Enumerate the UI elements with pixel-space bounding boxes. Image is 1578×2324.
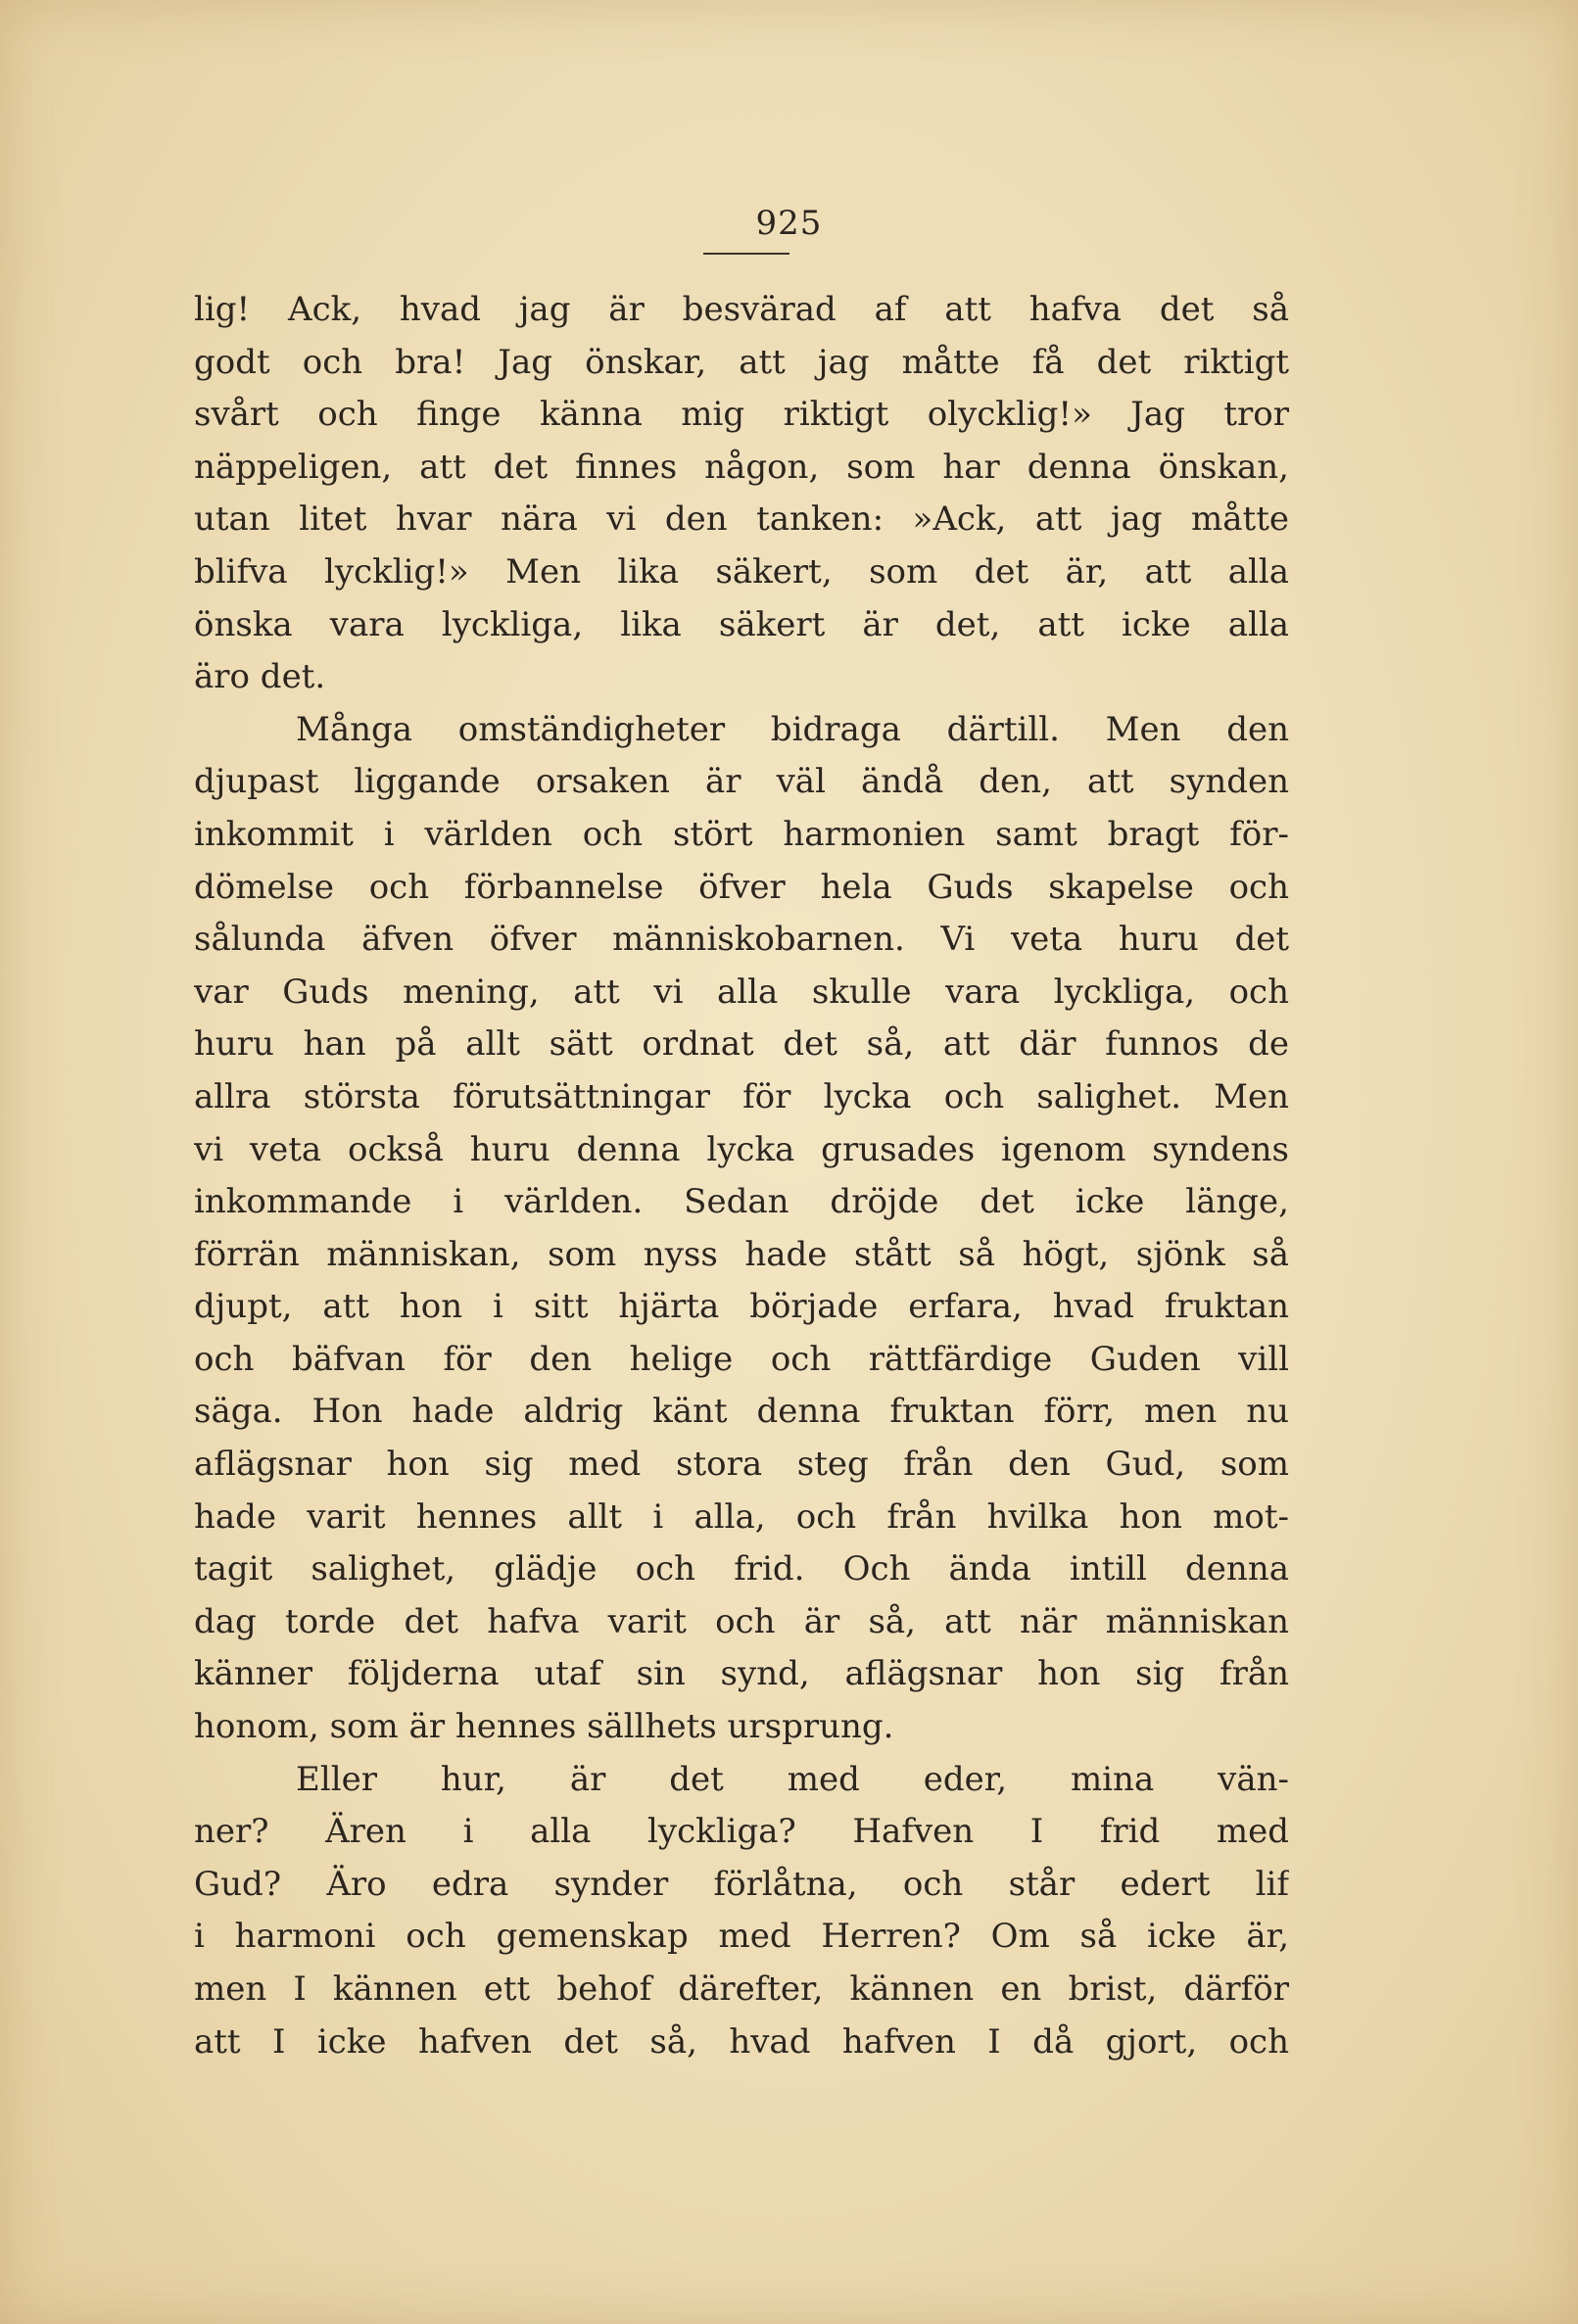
- text-line: Eller hur, är det med eder, mina vän-: [296, 1759, 1289, 1799]
- text-line: i harmoni och gemenskap med Herren? Om så icke är,: [194, 1917, 1289, 1957]
- text-line: Många omständigheter bidraga därtill. Men den: [296, 709, 1289, 749]
- text-line: vi veta också huru denna lycka grusades igenom syndens: [194, 1129, 1289, 1169]
- text-line: dömelse och förbannelse öfver hela Guds skapelse och: [194, 867, 1289, 907]
- text-line: djupt, att hon i sitt hjärta började erfara, hvad fruktan: [194, 1287, 1289, 1327]
- page-number-rule: [703, 253, 789, 255]
- text-line: känner följderna utaf sin synd, aflägsnar hon sig från: [194, 1654, 1289, 1694]
- text-line: huru han på allt sätt ordnat det så, att där funnos de: [194, 1024, 1289, 1065]
- text-line: aflägsnar hon sig med stora steg från den Gud, som: [194, 1445, 1289, 1485]
- text-line: att I icke hafven det så, hvad hafven I då gjort, och: [194, 2021, 1289, 2062]
- text-line: utan litet hvar nära vi den tanken: »Ack, att jag måtte: [194, 499, 1289, 540]
- text-line: näppeligen, att det finnes någon, som har denna önskan,: [194, 447, 1289, 487]
- body-text: [194, 284, 1289, 2068]
- text-line: allra största förutsättningar för lycka och salighet. Men: [194, 1076, 1289, 1116]
- text-line: ner? Ären i alla lyckliga? Hafven I frid med: [194, 1812, 1289, 1852]
- text-line: svårt och finge känna mig riktigt olycklig!» Jag tror: [194, 395, 1289, 435]
- text-line: hade varit hennes allt i alla, och från hvilka hon mot-: [194, 1496, 1289, 1537]
- text-line: lig! Ack, hvad jag är besvärad af att hafva det så: [194, 290, 1289, 329]
- text-line: säga. Hon hade aldrig känt denna fruktan förr, men nu: [194, 1392, 1289, 1432]
- text-line: godt och bra! Jag önskar, att jag måtte få det riktigt: [194, 342, 1289, 382]
- text-line: inkommit i världen och stört harmonien samt bragt för-: [194, 814, 1289, 854]
- page-number: 925: [755, 204, 823, 243]
- text-line: förrän människan, som nyss hade stått så högt, sjönk så: [194, 1234, 1289, 1274]
- text-line: dag torde det hafva varit och är så, att när människan: [194, 1601, 1289, 1641]
- text-line: Gud? Äro edra synder förlåtna, och står edert lif: [194, 1864, 1289, 1904]
- text-line: men I kännen ett behof därefter, kännen en brist, därför: [194, 1969, 1289, 2009]
- text-line: honom, som är hennes sällhets ursprung.: [194, 1707, 894, 1747]
- text-line: var Guds mening, att vi alla skulle vara lyckliga, och: [194, 972, 1289, 1012]
- text-line: blifva lycklig!» Men lika säkert, som det är, att alla: [194, 551, 1289, 592]
- text-line: önska vara lyckliga, lika säkert är det, att icke alla: [194, 604, 1289, 644]
- text-line: inkommande i världen. Sedan dröjde det icke länge,: [194, 1182, 1289, 1222]
- text-line: och bäfvan för den helige och rättfärdige Guden vill: [194, 1339, 1289, 1379]
- text-line: djupast liggande orsaken är väl ändå den, att synden: [194, 762, 1289, 802]
- text-line: sålunda äfven öfver människobarnen. Vi veta huru det: [194, 920, 1289, 960]
- text-line: tagit salighet, glädje och frid. Och ända intill denna: [194, 1549, 1289, 1589]
- text-line: äro det.: [194, 657, 326, 697]
